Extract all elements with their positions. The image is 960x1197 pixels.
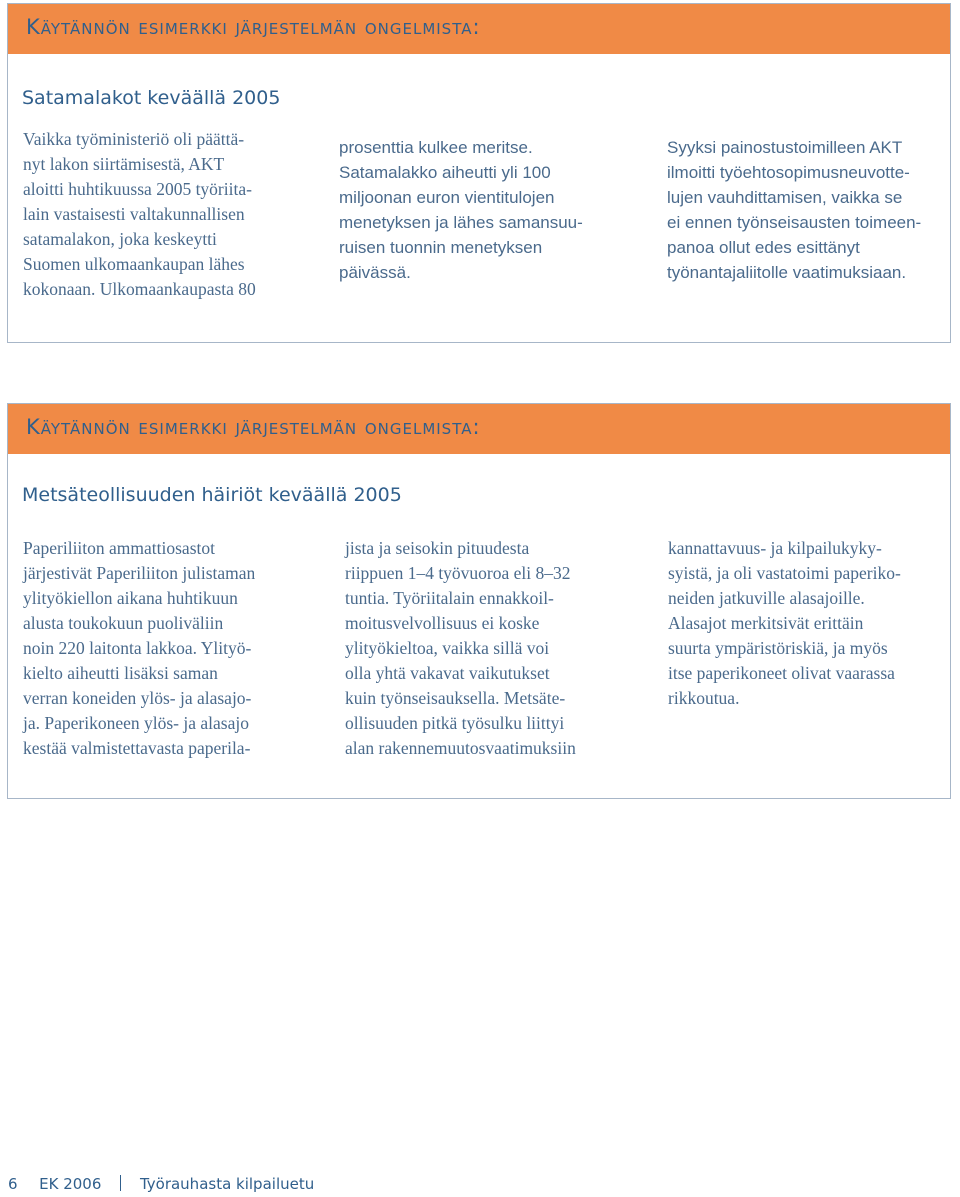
text-line: Paperiliiton ammattiosastot (23, 538, 215, 558)
text-column-3 (668, 536, 948, 711)
text-line: miljoonan euron vientitulojen (339, 188, 555, 207)
text-line: ja. Paperikoneen ylös- ja alasajo (23, 713, 249, 733)
box-header: Käytännön esimerkki järjestelmän ongelmista: (8, 4, 950, 54)
text-line: ollisuuden pitkä työsulku liittyi (345, 713, 565, 733)
text-column-2 (345, 536, 645, 761)
text-line: ei ennen työnseisausten toimeen- (667, 213, 922, 232)
text-line: noin 220 laitonta lakkoa. Ylityö- (23, 638, 252, 658)
text-line: itse paperikoneet olivat vaarassa (668, 663, 895, 683)
text-line: kuin työnseisauksella. Metsäte- (345, 688, 566, 708)
text-line: alan rakennemuutosvaatimuksiin (345, 738, 576, 758)
box-header: Käytännön esimerkki järjestelmän ongelmista: (8, 404, 950, 454)
text-line: riippuen 1–4 työvuoroa eli 8–32 (345, 563, 571, 583)
text-line: Suomen ulkomaankaupan lähes (23, 254, 245, 274)
text-line: lain vastaisesti valtakunnallisen (23, 204, 245, 224)
text-line: ylityökiellon aikana huhtikuun (23, 588, 238, 608)
text-line: kielto aiheutti lisäksi saman (23, 663, 218, 683)
footer-divider (120, 1175, 121, 1191)
text-line: olla yhtä vakavat vaikutukset (345, 663, 550, 683)
text-line: nyt lakon siirtämisestä, AKT (23, 154, 225, 174)
text-line: ilmoitti työehtosopimusneuvotte- (667, 163, 910, 182)
text-line: Vaikka työministeriö oli päättä- (23, 129, 245, 149)
text-line: verran koneiden ylös- ja alasajo- (23, 688, 252, 708)
text-line: ruisen tuonnin menetyksen (339, 238, 543, 257)
text-line: Alasajot merkitsivät erittäin (668, 613, 864, 633)
text-column-1 (23, 127, 318, 302)
text-line: rikkoutua. (668, 688, 740, 708)
text-line: kannattavuus- ja kilpailukyky- (668, 538, 882, 558)
text-line: panoa ollut edes esittänyt (667, 238, 860, 257)
text-line: päivässä. (339, 263, 411, 282)
text-line: moitusvelvollisuus ei koske (345, 613, 540, 633)
text-column-2 (339, 135, 639, 285)
page-footer (8, 1175, 314, 1193)
text-line: työnantajaliitolle vaatimuksiaan. (667, 263, 907, 282)
text-line: alusta toukokuun puoliväliin (23, 613, 224, 633)
text-line: menetyksen ja lähes samansuu- (339, 213, 583, 232)
text-line: neiden jatkuville alasajoille. (668, 588, 865, 608)
text-line: syistä, ja oli vastatoimi paperiko- (668, 563, 901, 583)
text-line: lujen vauhdittamisen, vaikka se (667, 188, 903, 207)
box-subheading: Metsäteollisuuden häiriöt keväällä 2005 (22, 484, 402, 506)
text-line: tuntia. Työriitalain ennakkoil- (345, 588, 554, 608)
text-line: ylityökieltoa, vaikka sillä voi (345, 638, 550, 658)
page-number: 6 (8, 1175, 18, 1193)
example-box-forest-industry (7, 403, 951, 799)
text-column-1 (23, 536, 323, 761)
footer-title: Työrauhasta kilpailuetu (139, 1175, 315, 1193)
text-line: Satamalakko aiheutti yli 100 (339, 163, 551, 182)
text-line: suurta ympäristöriskiä, ja myös (668, 638, 888, 658)
footer-publisher: EK 2006 (39, 1175, 102, 1193)
text-line: prosenttia kulkee meritse. (339, 138, 533, 157)
text-line: kokonaan. Ulkomaankaupasta 80 (23, 279, 256, 299)
example-box-port-strikes (7, 3, 951, 343)
text-line: aloitti huhtikuussa 2005 työriita- (23, 179, 252, 199)
box-subheading: Satamalakot keväällä 2005 (22, 87, 281, 109)
text-line: satamalakon, joka keskeytti (23, 229, 217, 249)
text-line: järjestivät Paperiliiton julistaman (23, 563, 256, 583)
text-line: jista ja seisokin pituudesta (345, 538, 530, 558)
text-line: kestää valmistettavasta paperila- (23, 738, 251, 758)
text-column-3 (667, 135, 947, 285)
text-line: Syyksi painostustoimilleen AKT (667, 138, 903, 157)
